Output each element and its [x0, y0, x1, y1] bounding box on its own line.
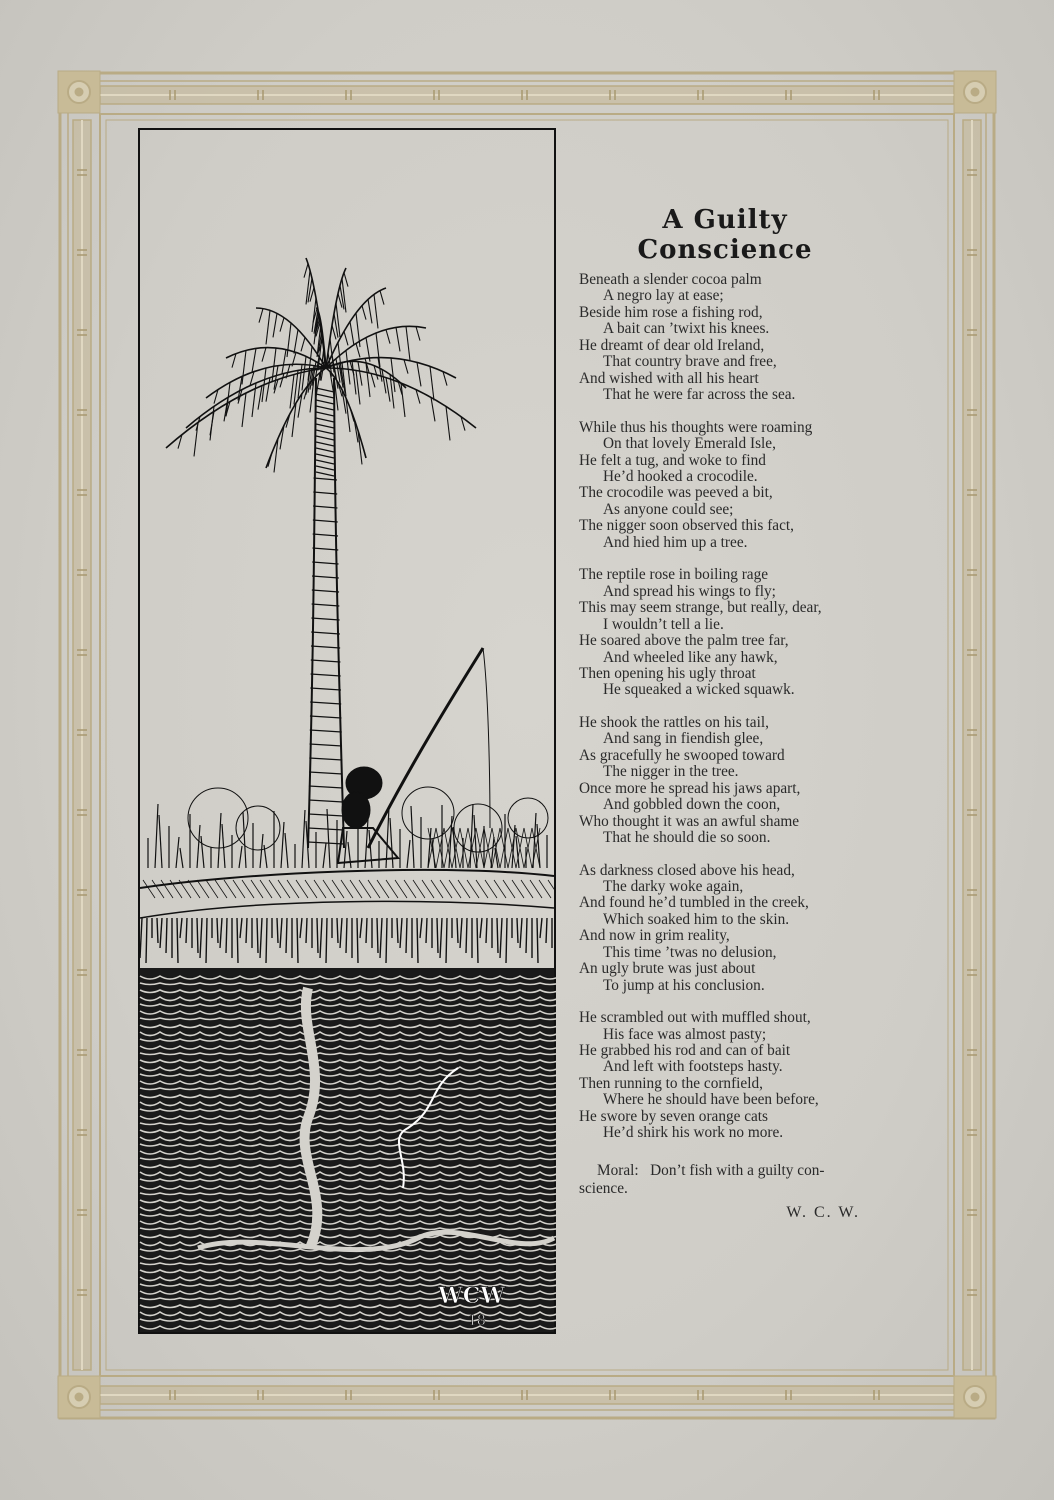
poem-line: Where he should have been before, [603, 1091, 819, 1109]
moral-text-continued: science. [579, 1180, 628, 1197]
artist-monogram: WCW [438, 1283, 505, 1309]
poem-line: A bait can ’twixt his knees. [603, 320, 770, 338]
poem-line: As darkness closed above his head, [579, 861, 795, 879]
poem-line: And found he’d tumbled in the creek, [579, 894, 809, 912]
poem-line: He soared above the palm tree far, [579, 632, 789, 650]
poem-line: Then running to the cornfield, [579, 1074, 763, 1092]
poem-line: Beside him rose a fishing rod, [579, 303, 763, 321]
poem-line: On that lovely Emerald Isle, [603, 435, 776, 453]
poem-moral [579, 1162, 879, 1198]
poem-stanza [579, 715, 899, 847]
poem-line: The reptile rose in boiling rage [579, 566, 769, 584]
poem-line: And wheeled like any hawk, [603, 648, 778, 666]
poem-line: He felt a tug, and woke to find [579, 451, 766, 469]
poem-line: Who thought it was an awful shame [579, 812, 800, 830]
fishing-rod [368, 648, 490, 848]
poem-line: That he should die so soon. [603, 829, 771, 847]
poem-line: That country brave and free, [603, 353, 777, 371]
poem-line: This time ’twas no delusion, [603, 943, 777, 961]
poem-line: And sang in fiendish glee, [603, 730, 764, 748]
poem-line: He scrambled out with muffled shout, [579, 1009, 811, 1027]
palm-tree-fishing-illustration [138, 128, 556, 1334]
artist-year: 18 [468, 1313, 486, 1329]
poem-line: He’d shirk his work no more. [603, 1124, 784, 1142]
poem-line: The crocodile was peeved a bit, [579, 484, 773, 502]
poem-line: Once more he spread his jaws apart, [579, 779, 801, 797]
poem-line: I wouldn’t tell a lie. [603, 615, 724, 633]
poem-stanza [579, 1010, 899, 1142]
poem-line: He squeaked a wicked squawk. [603, 681, 795, 699]
poem-line: To jump at his conclusion. [603, 976, 765, 994]
poem-line: Then opening his ugly throat [579, 664, 756, 682]
poem-line: While thus his thoughts were roaming [579, 418, 813, 436]
poem-stanza [579, 272, 899, 404]
moral-label: Moral: [597, 1162, 639, 1179]
poem-line: And gobbled down the coon, [603, 796, 781, 814]
poem-line: He grabbed his rod and can of bait [579, 1042, 791, 1060]
poem-stanza [579, 420, 899, 552]
poem-line: A negro lay at ease; [603, 287, 724, 305]
author-signature: W. C. W. [786, 1204, 860, 1221]
poem-line: And spread his wings to fly; [603, 582, 776, 600]
poem-line: Beneath a slender cocoa palm [579, 271, 762, 288]
poem-title: A Guilty Conscience [637, 205, 813, 265]
poem-line: His face was almost pasty; [603, 1025, 767, 1043]
poem-line: An ugly brute was just about [579, 960, 756, 978]
poem-line: He dreamt of dear old Ireland, [579, 336, 765, 354]
palm-trunk [308, 378, 344, 848]
poem-line: And left with footsteps hasty. [603, 1058, 783, 1076]
poem-line: The nigger soon observed this fact, [579, 517, 794, 535]
poem-line: He’d hooked a crocodile. [603, 467, 758, 485]
poem-line: Which soaked him to the skin. [603, 910, 790, 928]
poem-line: He swore by seven orange cats [579, 1107, 769, 1125]
poem-line: And wished with all his heart [579, 369, 759, 387]
poem-line: As gracefully he swooped toward [579, 746, 785, 764]
moral-text: Don’t fish with a guilty con- [650, 1162, 825, 1179]
poem-line: The darky woke again, [603, 877, 744, 895]
poem-line: And hied him up a tree. [603, 533, 748, 551]
poem-body [579, 272, 899, 1158]
poem-stanza [579, 567, 899, 699]
poem-line: This may seem strange, but really, dear, [579, 599, 822, 617]
poem-line: As anyone could see; [603, 500, 734, 518]
poem-line: He shook the rattles on his tail, [579, 713, 769, 731]
poem-line: And now in grim reality, [579, 927, 730, 945]
poem-line: The nigger in the tree. [603, 763, 739, 781]
poem-stanza [579, 863, 899, 995]
poem-line: That he were far across the sea. [603, 386, 796, 404]
